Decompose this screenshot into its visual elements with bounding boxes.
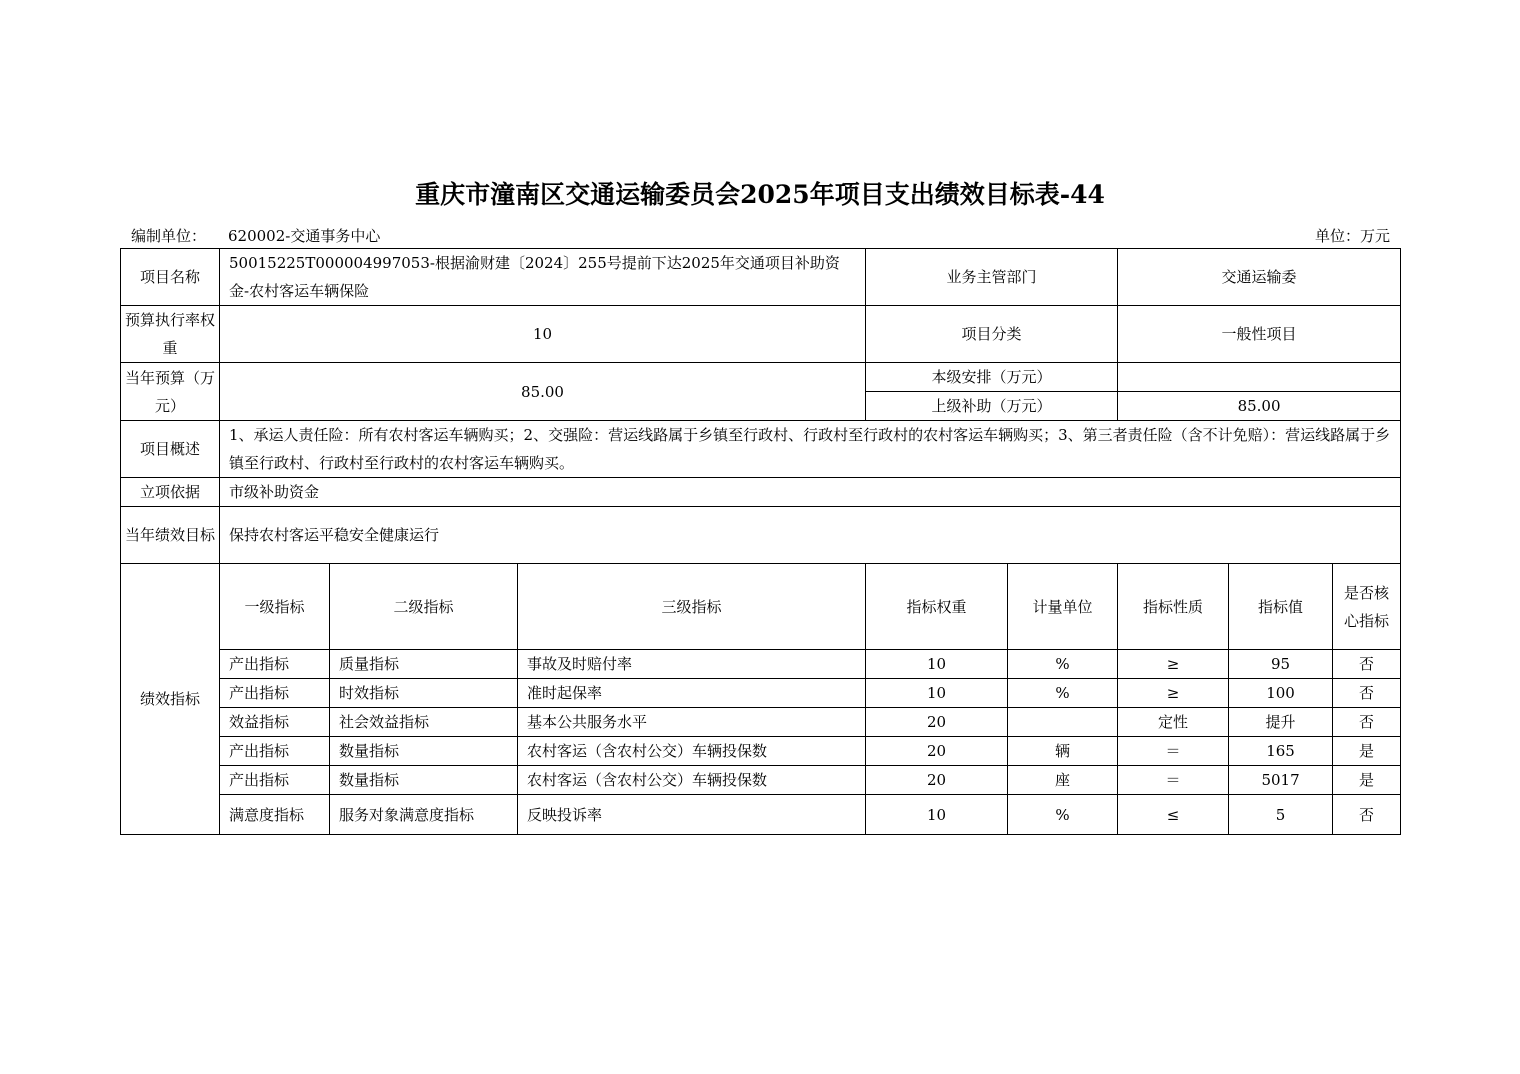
cell-level2: 质量指标 <box>330 650 518 679</box>
cell-core: 否 <box>1333 708 1401 737</box>
cell-level1: 产出指标 <box>220 737 330 766</box>
cell-unit: % <box>1008 650 1118 679</box>
cell-level3: 基本公共服务水平 <box>518 708 866 737</box>
cell-nature: ≥ <box>1118 679 1229 708</box>
unit-label: 单位：万元 <box>1314 227 1390 245</box>
cell-weight: 10 <box>866 650 1008 679</box>
table-row <box>121 478 1401 507</box>
cell-level1: 产出指标 <box>220 766 330 795</box>
header-nature: 指标性质 <box>1118 564 1229 650</box>
cell-value: 95 <box>1229 650 1333 679</box>
indicators-label: 绩效指标 <box>121 564 220 835</box>
header-weight: 指标权重 <box>866 564 1008 650</box>
cell-level3: 反映投诉率 <box>518 795 866 835</box>
org-info <box>131 225 380 246</box>
cell-weight: 20 <box>866 766 1008 795</box>
table-row <box>121 249 1401 306</box>
cell-core: 是 <box>1333 766 1401 795</box>
cell-level2: 数量指标 <box>330 737 518 766</box>
cell-weight: 20 <box>866 708 1008 737</box>
indicator-row <box>121 650 1401 679</box>
cell-weight: 20 <box>866 737 1008 766</box>
indicator-row <box>121 737 1401 766</box>
table-row <box>121 306 1401 363</box>
page-title: 重庆市潼南区交通运输委员会2025年项目支出绩效目标表-44 <box>415 180 1105 209</box>
upper-value: 85.00 <box>1118 392 1401 421</box>
cell-core: 否 <box>1333 679 1401 708</box>
cell-level2: 社会效益指标 <box>330 708 518 737</box>
dept-label: 业务主管部门 <box>866 249 1118 306</box>
upper-label: 上级补助（万元） <box>866 392 1118 421</box>
cell-value: 5 <box>1229 795 1333 835</box>
cell-level1: 产出指标 <box>220 679 330 708</box>
cell-unit: 座 <box>1008 766 1118 795</box>
basis-label: 立项依据 <box>121 478 220 507</box>
table-row <box>121 421 1401 478</box>
cell-value: 100 <box>1229 679 1333 708</box>
cell-core: 否 <box>1333 650 1401 679</box>
cell-level2: 时效指标 <box>330 679 518 708</box>
cell-unit: % <box>1008 795 1118 835</box>
cell-unit: % <box>1008 679 1118 708</box>
cell-level2: 数量指标 <box>330 766 518 795</box>
header-core: 是否核心指标 <box>1333 564 1401 650</box>
org-value: 620002-交通事务中心 <box>228 227 381 245</box>
performance-table <box>120 248 1401 835</box>
header-unit: 计量单位 <box>1008 564 1118 650</box>
category-value: 一般性项目 <box>1118 306 1401 363</box>
cell-weight: 10 <box>866 679 1008 708</box>
cell-level3: 农村客运（含农村公交）车辆投保数 <box>518 737 866 766</box>
cell-nature: ＝ <box>1118 737 1229 766</box>
org-label: 编制单位： <box>131 227 207 245</box>
local-value <box>1118 363 1401 392</box>
cell-value: 提升 <box>1229 708 1333 737</box>
goal-value: 保持农村客运平稳安全健康运行 <box>220 507 1401 564</box>
header-level2: 二级指标 <box>330 564 518 650</box>
local-label: 本级安排（万元） <box>866 363 1118 392</box>
header-level1: 一级指标 <box>220 564 330 650</box>
indicator-header-row <box>121 564 1401 650</box>
table-row <box>121 507 1401 564</box>
cell-core: 是 <box>1333 737 1401 766</box>
table-row <box>121 363 1401 392</box>
cell-weight: 10 <box>866 795 1008 835</box>
dept-value: 交通运输委 <box>1118 249 1401 306</box>
cell-value: 165 <box>1229 737 1333 766</box>
cell-nature: ≤ <box>1118 795 1229 835</box>
indicator-row <box>121 795 1401 835</box>
cell-nature: 定性 <box>1118 708 1229 737</box>
budget-value: 85.00 <box>220 363 866 421</box>
basis-value: 市级补助资金 <box>220 478 1401 507</box>
cell-level1: 效益指标 <box>220 708 330 737</box>
weight-label: 预算执行率权重 <box>121 306 220 363</box>
cell-level3: 事故及时赔付率 <box>518 650 866 679</box>
budget-label: 当年预算（万元） <box>121 363 220 421</box>
indicator-row <box>121 708 1401 737</box>
cell-level2: 服务对象满意度指标 <box>330 795 518 835</box>
cell-value: 5017 <box>1229 766 1333 795</box>
cell-unit: 辆 <box>1008 737 1118 766</box>
cell-level1: 产出指标 <box>220 650 330 679</box>
cell-level3: 准时起保率 <box>518 679 866 708</box>
summary-label: 项目概述 <box>121 421 220 478</box>
header-level3: 三级指标 <box>518 564 866 650</box>
cell-nature: ＝ <box>1118 766 1229 795</box>
cell-nature: ≥ <box>1118 650 1229 679</box>
goal-label: 当年绩效目标 <box>121 507 220 564</box>
header-value: 指标值 <box>1229 564 1333 650</box>
summary-value: 1、承运人责任险：所有农村客运车辆购买；2、交强险：营运线路属于乡镇至行政村、行政村至行政村的农村客运车辆购买；3、第三者责任险（含不计免赔）：营运线路属于乡镇至行政村、行政村至行政村的农村客运车辆购买。 <box>220 421 1401 478</box>
indicator-row <box>121 766 1401 795</box>
indicator-row <box>121 679 1401 708</box>
project-name-label: 项目名称 <box>121 249 220 306</box>
cell-unit <box>1008 708 1118 737</box>
cell-level1: 满意度指标 <box>220 795 330 835</box>
weight-value: 10 <box>220 306 866 363</box>
category-label: 项目分类 <box>866 306 1118 363</box>
cell-level3: 农村客运（含农村公交）车辆投保数 <box>518 766 866 795</box>
cell-core: 否 <box>1333 795 1401 835</box>
project-name-value: 50015225T000004997053-根据渝财建〔2024〕255号提前下达2025年交通项目补助资金-农村客运车辆保险 <box>220 249 866 306</box>
